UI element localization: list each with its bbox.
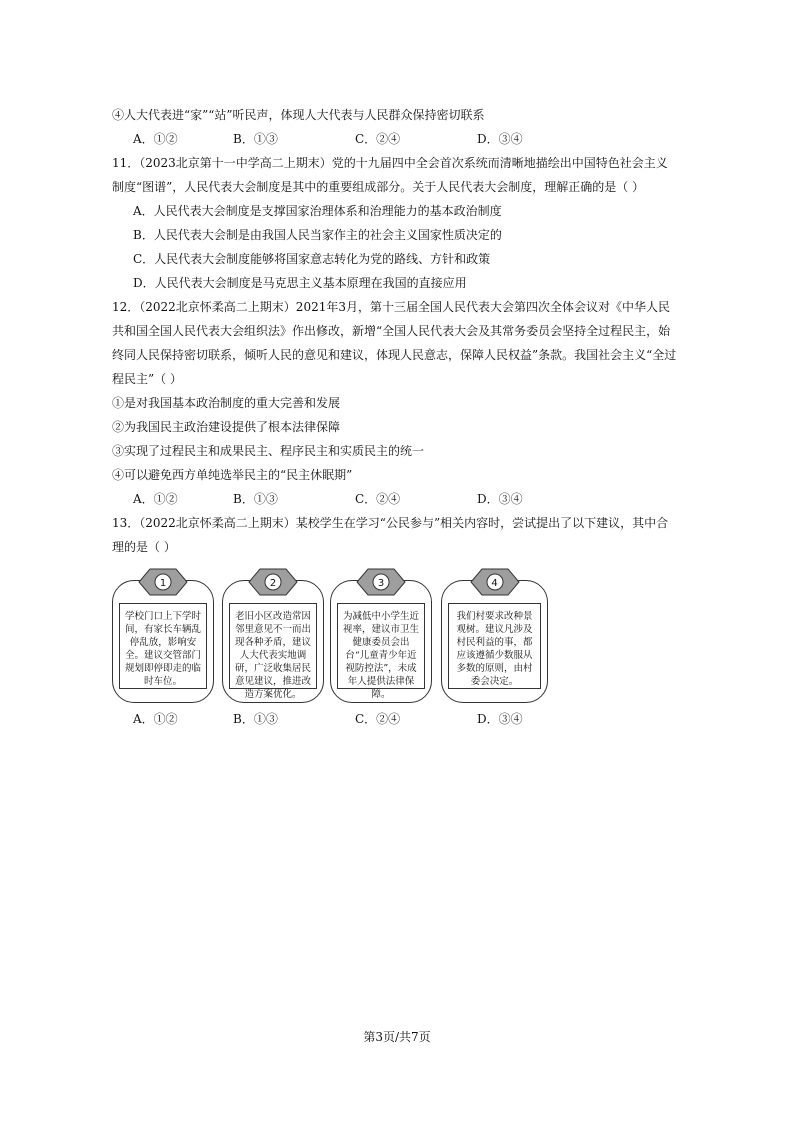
q13-stem-line-2: 理的是（ ） xyxy=(112,540,176,554)
q11-choice-b[interactable]: B．人民代表大会制是由我国人民当家作主的社会主义国家性质决定的 xyxy=(133,228,502,242)
suggestion-card-1 xyxy=(112,580,214,703)
q12-stem-line-3: 终同人民保持密切联系，倾听人民的意见和建议，体现人民意志，保障人民权益”条款。我国社会主义“全过 xyxy=(112,348,677,362)
q12-stem-line-4: 程民主”（ ） xyxy=(112,372,182,386)
card-text: 我们村要求改种景观树。建议凡涉及村民利益的事，都应该遵循少数服从多数的原则，由村委会决定。 xyxy=(448,603,541,689)
q12-option-b[interactable]: B．①③ xyxy=(233,492,278,506)
card-number: 2 xyxy=(269,578,277,589)
card-number: 3 xyxy=(377,578,385,589)
q10-option-a[interactable]: A．①② xyxy=(133,132,178,146)
q13-option-c[interactable]: C．②④ xyxy=(355,712,401,726)
card-text: 学校门口上下学时间，有家长车辆乱停乱放，影响安全。建议交管部门规划即停即走的临时车位。 xyxy=(119,603,207,689)
page-number-footer: 第3页/共7页 xyxy=(363,1030,431,1044)
card-number: 1 xyxy=(159,578,167,589)
q11-stem-line-1: 11．（2023北京第十一中学高二上期末）党的十九届四中全会首次系统而清晰地描绘出中国特色社会主义 xyxy=(112,156,668,170)
card-text: 老旧小区改造常因邻里意见不一而出现各种矛盾，建议人大代表实地调研，广泛收集居民意见建议，推进改造方案优化。 xyxy=(229,603,317,689)
q13-option-b[interactable]: B．①③ xyxy=(233,712,278,726)
q12-item-4: ④可以避免西方单纯选举民主的“民主休眠期” xyxy=(112,468,353,482)
q12-option-a[interactable]: A．①② xyxy=(133,492,178,506)
q12-item-2: ②为我国民主政治建设提供了根本法律保障 xyxy=(112,420,341,434)
q10-option-d[interactable]: D．③④ xyxy=(477,132,523,146)
q13-stem-line-1: 13．（2022北京怀柔高二上期末）某校学生在学习“公民参与”相关内容时，尝试提出了以下建议，其中合 xyxy=(112,516,669,530)
q10-option-c[interactable]: C．②④ xyxy=(355,132,401,146)
q11-choice-d[interactable]: D．人民代表大会制度是马克思主义基本原理在我国的直接应用 xyxy=(133,276,467,290)
q11-stem-line-2: 制度“图谱”，人民代表大会制度是其中的重要组成部分。关于人民代表大会制度，理解正确的是（ ） xyxy=(112,180,645,194)
suggestion-card-2 xyxy=(222,580,324,703)
q10-item-4: ④人大代表进“家”“站”听民声，体现人大代表与人民群众保持密切联系 xyxy=(112,108,485,122)
q13-option-d[interactable]: D．③④ xyxy=(477,712,523,726)
card-text: 为减低中小学生近视率，建议市卫生健康委员会出台“儿童青少年近视防控法”，未成年人提供法律保障。 xyxy=(337,603,425,689)
suggestion-card-4 xyxy=(441,580,548,703)
q10-option-b[interactable]: B．①③ xyxy=(233,132,278,146)
card-number: 4 xyxy=(491,578,498,589)
q12-stem-line-2: 共和国全国人民代表大会组织法》作出修改，新增“全国人民代表大会及其常务委员会坚持全过程民主，始 xyxy=(112,324,671,338)
q12-stem-line-1: 12．（2022北京怀柔高二上期末）2021年3月，第十三届全国人民代表大会第四次全体会议对《中华人民 xyxy=(112,300,670,314)
q12-option-c[interactable]: C．②④ xyxy=(355,492,401,506)
q12-option-d[interactable]: D．③④ xyxy=(477,492,523,506)
q12-item-3: ③实现了过程民主和成果民主、程序民主和实质民主的统一 xyxy=(112,444,425,458)
q11-choice-a[interactable]: A．人民代表大会制度是支撑国家治理体系和治理能力的基本政治制度 xyxy=(133,204,502,218)
suggestion-card-3 xyxy=(330,580,432,703)
q12-item-1: ①是对我国基本政治制度的重大完善和发展 xyxy=(112,396,341,410)
q11-choice-c[interactable]: C．人民代表大会制度能够将国家意志转化为党的路线、方针和政策 xyxy=(133,252,491,266)
q13-option-a[interactable]: A．①② xyxy=(133,712,178,726)
